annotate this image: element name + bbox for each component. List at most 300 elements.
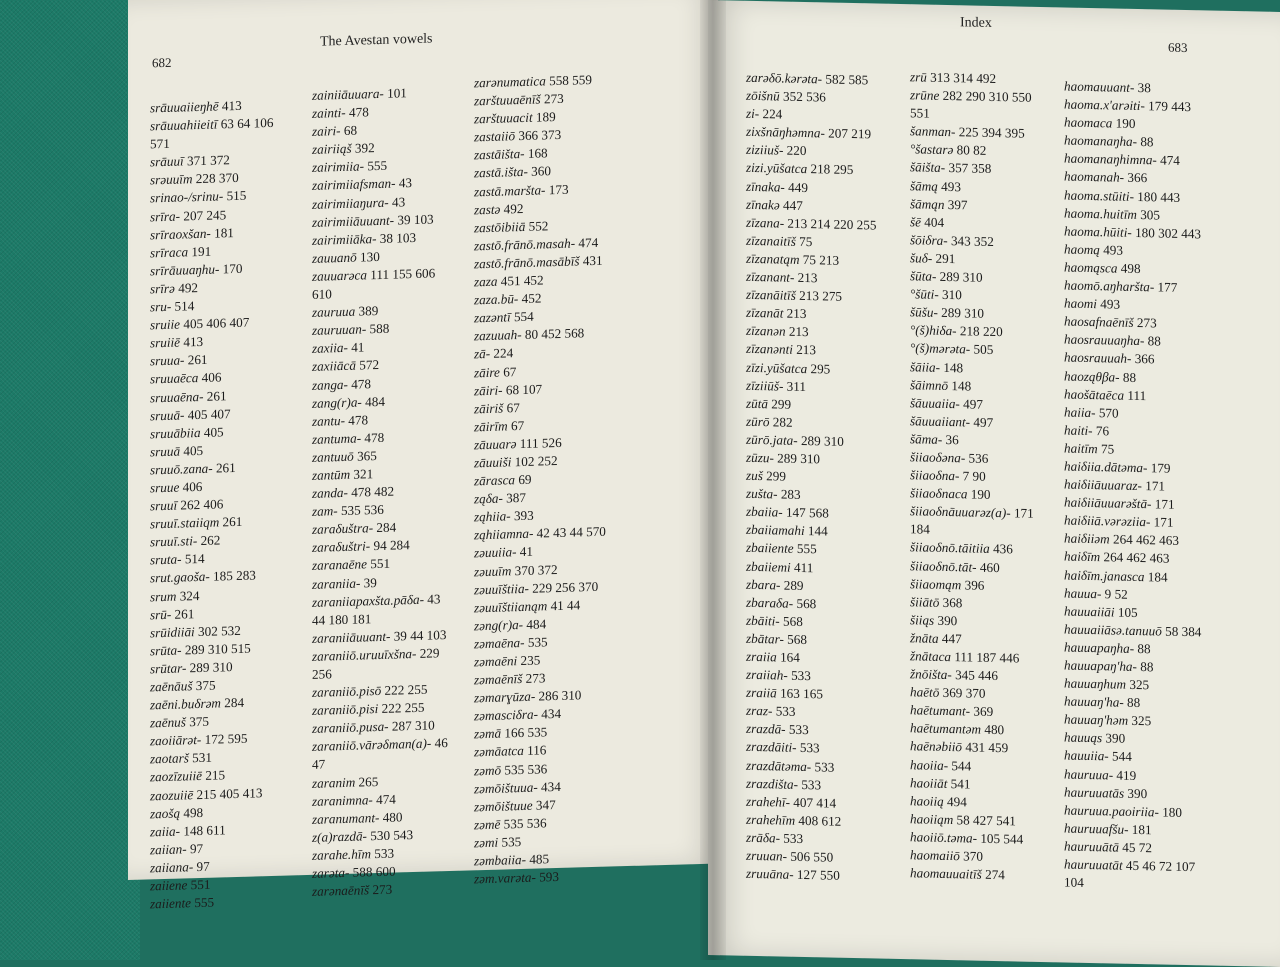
index-page-refs: 389 (358, 303, 379, 319)
index-entry (910, 213, 1034, 234)
index-term: sruuaēna- (150, 388, 204, 405)
index-page-refs: 88 (1137, 640, 1151, 657)
index-term: srūtar- (150, 660, 187, 677)
index-page-refs: 256 (312, 666, 332, 682)
index-page-refs: 533 (814, 758, 835, 775)
index-page-refs: 558 559 (549, 72, 592, 89)
index-page-refs: 478 482 (351, 483, 395, 500)
running-head: The Avestan vowels (320, 31, 433, 50)
index-term: haoząθβa- (1064, 367, 1120, 385)
running-head: Index (960, 15, 992, 31)
index-page-refs: 111 (1127, 387, 1147, 403)
index-page-refs: 213 (786, 305, 807, 322)
index-page-refs: 163 165 (780, 685, 823, 702)
book-gutter (700, 0, 726, 960)
index-entry (1064, 855, 1201, 876)
index-term: zaxiiācā (312, 358, 356, 375)
index-page-refs: 325 (1129, 676, 1150, 693)
index-term: srīraca (150, 244, 189, 261)
index-page-refs: 551 (370, 556, 391, 572)
index-page-refs: 554 (513, 308, 534, 325)
index-page-refs: 404 (924, 214, 945, 230)
index-page-refs: 478 (348, 411, 369, 428)
index-page-refs: 220 (786, 143, 807, 159)
index-entry (746, 340, 876, 361)
index-term: haoiiāt (910, 774, 948, 791)
index-term: haoiią (910, 792, 944, 809)
index-page-refs: 45 72 (1122, 839, 1152, 856)
index-page-refs: 533 (775, 703, 796, 720)
index-page-refs: 368 (942, 594, 963, 611)
index-term: zaranimna- (312, 791, 373, 809)
index-page-refs: 357 358 (948, 160, 992, 177)
index-term: zastaiiō (474, 128, 516, 145)
index-term: zixšnāŋhəmna- (746, 124, 825, 141)
index-page-refs: 264 462 463 (1103, 549, 1170, 567)
index-page-refs: 39 103 (397, 211, 434, 228)
index-page-refs: 371 372 (187, 152, 230, 169)
index-term: zastō.frānō.masah- (474, 235, 576, 254)
index-page-refs: 283 (780, 486, 801, 503)
index-term: sruuābiia (150, 424, 201, 442)
index-page-refs: 274 (985, 866, 1005, 883)
index-page-refs: 551 (190, 876, 211, 893)
index-page-refs: 88 (1127, 694, 1141, 711)
index-page-refs: 262 406 (180, 496, 224, 513)
index-page-refs: 310 (942, 287, 962, 303)
index-term: haiδiiāuuaraz- (1064, 476, 1142, 494)
index-term: haētumant- (910, 702, 971, 719)
index-page-refs: 172 595 (204, 730, 248, 748)
index-page-refs: 273 (372, 881, 393, 898)
index-term: °(š)mərəta- (910, 340, 971, 357)
index-term: zīnakə (746, 196, 780, 213)
index-term: zaēnuš (150, 714, 186, 731)
index-term: zəmasciδra- (474, 706, 538, 724)
index-term: hauruuātā (1064, 838, 1119, 855)
index-entry (1064, 367, 1201, 388)
index-page-refs: 88 (1147, 333, 1161, 349)
index-entry (910, 340, 1034, 361)
index-page-refs: 41 (519, 544, 533, 560)
index-page-refs: 533 (783, 830, 804, 846)
index-term: zəmōištuua- (474, 779, 538, 796)
index-entry (910, 864, 1034, 885)
index-term: haoma.hūiti- (1064, 223, 1132, 240)
index-entry (746, 756, 876, 777)
index-term: zanda- (312, 484, 348, 501)
index-page-refs: 360 (531, 163, 551, 180)
index-page-refs: 213 (797, 269, 818, 286)
index-term: zīzanāt (746, 305, 784, 321)
index-term: šāiia- (910, 358, 941, 375)
index-page-refs: 75 213 (802, 251, 840, 268)
index-page-refs: 181 (214, 224, 234, 241)
index-term: sruuī.staiiqm (150, 514, 220, 532)
index-term: ziziiuš- (746, 142, 784, 158)
index-column (312, 83, 448, 901)
index-page-refs: 88 (1122, 369, 1137, 385)
index-term: zāirīm (474, 418, 508, 435)
index-term: zūzu- (746, 449, 774, 466)
index-term: zaotarš (150, 750, 189, 767)
index-page-refs: 69 (518, 471, 532, 488)
index-page-refs: 506 550 (790, 848, 834, 865)
index-term: zūtā (746, 395, 768, 411)
index-page-refs: 213 (796, 342, 816, 358)
index-term: zastā.išta- (474, 164, 528, 181)
index-page-refs: 478 (349, 104, 369, 120)
index-page-refs: 497 (963, 396, 983, 412)
index-page-refs: 43 (392, 193, 406, 210)
index-page-refs: 497 (973, 414, 994, 430)
index-page-refs: 180 (1162, 804, 1182, 820)
index-page-refs: 180 302 443 (1135, 224, 1202, 242)
index-page-refs: 222 255 (384, 681, 428, 698)
index-term: zi- (746, 105, 760, 122)
index-term: srīrə (150, 280, 175, 297)
index-term: zūrō.jata- (746, 431, 798, 448)
index-page-refs: 375 (195, 677, 216, 694)
index-term: zaraniiō.pusa- (312, 719, 389, 737)
index-page-refs: 9 52 (1104, 585, 1128, 602)
index-page-refs: 390 (1105, 730, 1126, 747)
index-page-refs: 343 352 (950, 232, 994, 249)
index-term: zā- (474, 346, 491, 362)
index-page-refs: 45 46 72 107 (1125, 857, 1196, 875)
index-page-refs: 313 314 492 (930, 69, 997, 87)
index-page-refs: 111 187 446 (954, 649, 1020, 666)
index-term: hauuaŋhum (1064, 675, 1127, 692)
index-page-refs: 460 (979, 559, 1000, 575)
index-page-refs: 104 (1064, 874, 1084, 890)
index-term: zauuarəca (312, 267, 367, 284)
index-page-refs: 127 550 (796, 866, 840, 883)
index-term: zraiiah- (746, 666, 788, 683)
index-entry (910, 159, 1034, 180)
index-term: srinao-/srinu- (150, 188, 224, 206)
index-term: zanga- (312, 376, 348, 393)
index-page-refs: 480 (984, 722, 1005, 738)
index-entry (910, 557, 1034, 578)
index-entry (312, 210, 448, 232)
index-page-refs: 582 585 (825, 71, 869, 88)
index-term: zbaraδa- (746, 594, 794, 611)
index-term: hauuapaŋha- (1064, 639, 1135, 656)
index-entry (910, 539, 1034, 560)
index-page-refs: 302 532 (198, 622, 241, 639)
index-term: zairimiiaŋura- (312, 194, 389, 212)
index-page-refs: 493 (1103, 242, 1123, 258)
index-term: zaraniiō.vārəδman(a)- (312, 735, 432, 755)
index-term: zainti- (312, 105, 346, 121)
index-page-refs: 88 (1140, 659, 1154, 675)
index-page-refs: 235 (520, 652, 541, 669)
index-entry (746, 177, 876, 198)
index-page-refs: 494 (947, 793, 967, 810)
index-term: zaza.bū- (474, 291, 519, 308)
index-page-refs: 555 (796, 541, 817, 557)
index-term: haoiia- (910, 756, 949, 773)
index-term: haomō.aŋharšta- (1064, 277, 1155, 295)
index-page-refs: 171 (1145, 478, 1166, 494)
index-page-refs: 484 (365, 393, 385, 409)
index-page-refs: 46 (434, 735, 448, 751)
index-column (474, 71, 606, 889)
index-page-refs: 514 (174, 298, 195, 314)
index-term: srāuuaiieŋhē (150, 98, 219, 116)
index-term: zruuāna- (746, 865, 794, 882)
index-entry (1064, 566, 1201, 587)
index-page-refs: 570 (1098, 404, 1119, 421)
index-page-refs: 533 (791, 667, 811, 684)
index-page-refs: 369 370 (942, 685, 986, 701)
index-entry (1064, 168, 1201, 189)
index-page-refs: 431 (582, 252, 603, 269)
index-term: haitīm (1064, 440, 1098, 457)
index-page-refs: 593 (539, 869, 559, 885)
index-term: haēnəbiiō (910, 738, 963, 755)
index-term: zrūne (910, 87, 940, 103)
index-term: zaraδuštra- (312, 520, 374, 538)
index-page-refs: 68 107 (505, 381, 543, 398)
index-page-refs: 102 252 (514, 452, 558, 470)
index-term: zarəδō.kərəta- (746, 69, 823, 87)
index-page-refs: 116 (527, 742, 547, 759)
index-page-refs: 88 (1140, 134, 1154, 150)
index-term: zazəntī (474, 309, 511, 326)
index-page-refs: 536 (968, 450, 989, 466)
index-term: šiiātō (910, 593, 940, 610)
index-term: šāuuaiia- (910, 394, 960, 411)
index-page-refs: 213 275 (799, 288, 842, 304)
index-page-refs: 375 (189, 713, 209, 730)
index-page-refs: 36 (945, 431, 959, 448)
index-term: zang(r)a- (312, 394, 362, 411)
index-term: zazuuah- (474, 327, 522, 344)
index-page-refs: 75 (1101, 441, 1115, 457)
index-entry (746, 575, 876, 596)
index-page-refs: 419 (1116, 767, 1137, 783)
index-page-refs: 436 (993, 541, 1013, 557)
index-term: zīzanāitīš (746, 286, 796, 303)
index-page-refs: 170 (222, 260, 243, 277)
index-term: zrahehīm (746, 811, 796, 828)
index-page-refs: 533 (799, 740, 820, 756)
index-term: zīzanaitīš (746, 232, 796, 249)
index-page-refs: 207 245 (183, 206, 227, 224)
index-page-refs: 289 310 (189, 658, 233, 676)
index-page-refs: 265 (358, 773, 379, 790)
index-page-refs: 484 (526, 616, 547, 632)
index-entry (746, 865, 876, 886)
index-term: zīzanən (746, 323, 786, 339)
index-page-refs: 485 (529, 851, 550, 867)
index-term: zantuuō (312, 448, 354, 465)
index-page-refs: 411 (794, 559, 814, 575)
index-page-refs: 261 (174, 605, 195, 622)
index-page-refs: 39 (363, 574, 377, 590)
index-page-refs: 555 (194, 894, 215, 911)
index-page-refs: 261 (206, 387, 227, 404)
index-page-refs: 164 (780, 649, 800, 665)
index-term: zaiiana- (150, 859, 194, 876)
index-term: zəmarɣūza- (474, 688, 536, 706)
index-entry (746, 557, 876, 578)
index-page-refs: 474 (578, 234, 599, 251)
index-page-refs: 406 (201, 369, 222, 386)
index-term: zāire (474, 364, 500, 380)
index-page-refs: 568 (796, 595, 817, 611)
index-page-refs: 218 220 (959, 323, 1003, 340)
index-entry (910, 593, 1034, 614)
index-page-refs: 215 405 413 (196, 784, 263, 802)
index-term: šāmą (910, 177, 938, 194)
index-term: zraiia (746, 648, 777, 665)
index-page-refs: 366 (1127, 170, 1148, 186)
index-term: zaraniiāuuant- (312, 628, 391, 646)
index-term: zūrō (746, 413, 770, 430)
index-page-refs: 282 290 310 550 (942, 88, 1032, 105)
index-term: zəmi (474, 834, 499, 851)
index-page-refs: 289 310 515 (184, 640, 251, 658)
index-page-refs: 405 (203, 424, 224, 440)
index-page-refs: 449 (788, 179, 808, 195)
index-term: hauuaiiāsə.tanuuō (1064, 621, 1162, 639)
index-page-refs: 555 (367, 158, 388, 174)
index-term: srūta- (150, 642, 182, 659)
index-term: zrazdātəma- (746, 757, 812, 774)
index-term: zəmōištuue (474, 797, 533, 815)
index-entry (746, 159, 876, 180)
index-entry (1064, 765, 1201, 786)
index-page-refs: 393 (513, 507, 534, 524)
index-page-refs: 261 (215, 459, 236, 476)
index-term: zāiriš (474, 400, 504, 417)
index-term: zaozīzuiiē (150, 768, 203, 785)
index-page-refs: 452 (521, 290, 542, 307)
index-term: haiti- (1064, 422, 1093, 438)
index-page-refs: 261 (222, 513, 243, 530)
index-page-refs: 177 (1157, 279, 1178, 295)
index-term: srīra- (150, 208, 181, 224)
index-term: zauuanō (312, 249, 357, 266)
index-term: zaoiiārət- (150, 732, 202, 749)
index-page-refs: 41 (351, 339, 365, 356)
book-cover-cloth (0, 0, 140, 960)
index-page-refs: 431 459 (965, 739, 1009, 756)
index-entry (910, 412, 1034, 433)
index-term: zantu- (312, 412, 345, 429)
right-page (708, 0, 1280, 967)
index-page-refs: 166 535 (504, 724, 548, 741)
index-term: haētumantəm (910, 720, 982, 738)
index-term: zarahe.hīm (312, 846, 371, 863)
index-page-refs: 224 (762, 106, 783, 122)
index-page-refs: 171 (1013, 505, 1034, 522)
index-page-refs: 68 (343, 122, 358, 139)
index-page-refs: 434 (541, 778, 561, 795)
index-term: haosrauuah- (1064, 349, 1132, 367)
index-term: sruuī.sti- (150, 533, 198, 550)
index-term: zəmō (474, 762, 502, 778)
index-page-refs: 588 (369, 320, 390, 337)
index-page-refs: 289 (783, 577, 804, 593)
index-term: haētō (910, 684, 940, 701)
index-page-refs: 67 (503, 363, 517, 380)
index-page-refs: 365 (357, 447, 377, 464)
index-page-refs: 568 (783, 613, 803, 629)
index-entry (150, 114, 273, 136)
index-term: zəmaēni (474, 653, 518, 670)
index-term: zaraniiō.pisō (312, 683, 382, 700)
index-page-refs: 366 (1134, 351, 1155, 367)
index-term: sruuō.zana- (150, 460, 213, 478)
index-term: zbara- (746, 576, 781, 593)
index-entry (910, 774, 1034, 795)
index-entry (910, 376, 1034, 397)
index-term: zəmē (474, 816, 501, 833)
index-term: sruuaēca (150, 370, 199, 387)
index-term: sruua- (150, 352, 185, 369)
index-term: hauruua.paoiriia- (1064, 802, 1159, 820)
index-page-refs: 498 (1120, 260, 1141, 276)
index-page-refs: 207 219 (828, 125, 872, 142)
index-page-refs: 273 (543, 90, 564, 107)
index-term: zrāδa- (746, 829, 780, 846)
index-term: šanman- (910, 123, 956, 140)
index-term: zbātar- (746, 630, 784, 647)
index-term: šiiaoδnō.tāt- (910, 557, 977, 575)
index-entry (312, 590, 448, 612)
index-page-refs: 282 (772, 414, 793, 430)
index-term: srūidiiāi (150, 623, 195, 641)
index-term: zaiia- (150, 823, 181, 840)
index-term: haoma.x'arəiti- (1064, 96, 1145, 114)
index-page-refs: 171 (1153, 514, 1174, 530)
index-page-refs: 505 (973, 341, 994, 358)
index-entry (312, 264, 448, 286)
index-term: zəng(r)a- (474, 616, 524, 634)
index-term: haoiiąm (910, 811, 954, 827)
index-page-refs: 58 427 541 (956, 812, 1016, 829)
index-term: zairiiąš (312, 141, 352, 158)
index-page-refs: 80 452 568 (524, 325, 585, 343)
index-page-refs: 407 414 (793, 794, 837, 811)
index-page-refs: 299 (766, 468, 786, 484)
index-term: zairi- (312, 123, 341, 140)
index-entry (150, 783, 273, 805)
index-page-refs: 7 90 (962, 468, 986, 484)
index-page-refs: 588 600 (352, 863, 396, 880)
index-page-refs: 397 (947, 196, 968, 213)
index-term: haomanaŋhimna- (1064, 150, 1157, 168)
index-term: haiδiiāuuarəštā- (1064, 494, 1152, 512)
index-term: zaēni.buδrəm (150, 695, 221, 713)
index-page-refs: 474 (376, 791, 396, 807)
index-entry (746, 394, 876, 415)
index-term: haiδiiəm (1064, 530, 1110, 547)
index-page-refs: 284 (224, 694, 245, 711)
index-term: srāuuī (150, 153, 184, 170)
index-page-refs: 47 (312, 756, 326, 773)
index-term: hauruua- (1064, 766, 1114, 783)
index-column (746, 69, 876, 886)
index-term: zastō.frānō.masābīš (474, 253, 580, 272)
index-page-refs: 387 (506, 490, 526, 506)
index-page-refs: 369 (973, 703, 994, 720)
index-term: zrahehī- (746, 793, 790, 810)
